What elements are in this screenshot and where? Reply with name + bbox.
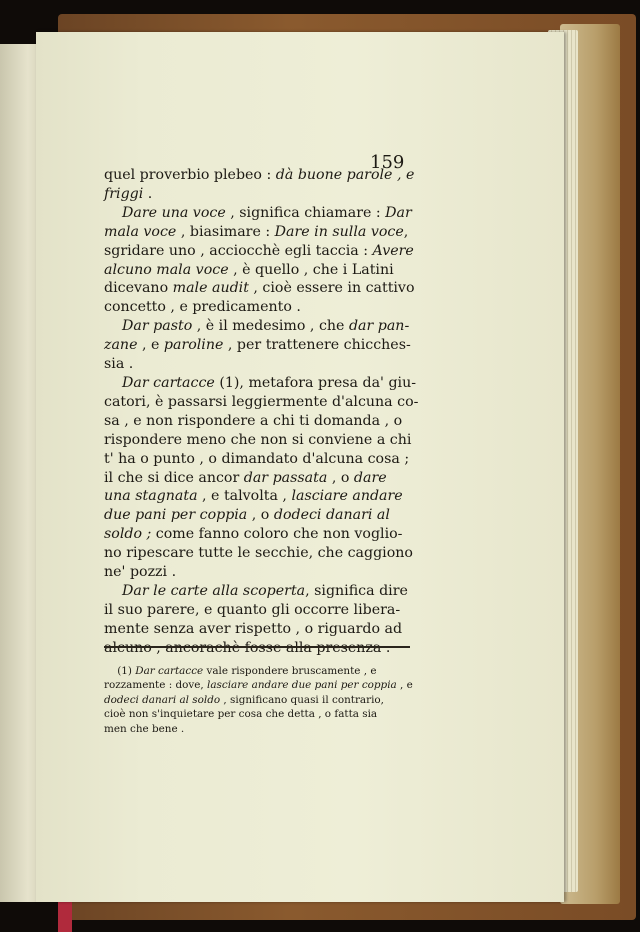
text-run: , o [247, 507, 274, 524]
text-line [104, 279, 416, 298]
text-run: rozzamente : dove, [104, 679, 208, 692]
italic-text: paroline [163, 337, 224, 354]
text-line [104, 525, 416, 544]
text-run: il suo parere, e quanto gli occorre libera- [104, 601, 401, 618]
text-line [104, 185, 416, 204]
text-run [104, 375, 122, 391]
text-run: , significa dire [305, 582, 408, 599]
italic-text: lasciare andare [291, 488, 403, 505]
text-line [104, 242, 416, 261]
text-line [104, 393, 419, 412]
page-number: 159 [370, 152, 405, 173]
text-run: , o [327, 469, 354, 486]
text-run: , e talvolta , [197, 488, 292, 505]
text-line [104, 639, 416, 658]
italic-text: mala voce [104, 223, 177, 240]
italic-text: due pani per coppia [104, 507, 248, 524]
italic-text: soldo ; [104, 526, 152, 543]
italic-text: Avere [372, 242, 414, 259]
text-run: , è il medesimo , che [192, 318, 349, 335]
footnote-line [104, 693, 416, 707]
text-run [104, 205, 122, 221]
italic-text: Dar cartacce [122, 374, 215, 391]
text-line [104, 374, 416, 393]
text-run: t' ha o punto , o dimandato d'alcuna cosa ; [104, 450, 410, 467]
text-run: , e [137, 337, 164, 354]
text-run: , per trattenere chicches- [223, 337, 411, 354]
text-run [104, 318, 122, 334]
italic-text: Dar pasto [122, 318, 193, 335]
footnote-line [104, 722, 416, 736]
italic-text: male audit [172, 280, 249, 297]
text-run: dicevano [104, 280, 173, 297]
italic-text: dare [353, 469, 387, 486]
bookmark-ribbon [58, 898, 72, 932]
text-run: sgridare uno , acciocchè egli taccia : [104, 242, 373, 259]
italic-text: friggi [104, 185, 144, 202]
italic-text: zane [104, 337, 138, 354]
text-run: mente senza aver rispetto , o riguardo ad [104, 620, 403, 637]
text-line [104, 469, 416, 488]
text-line [104, 450, 416, 469]
footnote [104, 664, 416, 736]
text-run: catori, è passarsi leggiermente d'alcuna co- [104, 393, 419, 410]
italic-text: dodeci danari al [273, 507, 390, 524]
text-run: , [403, 223, 409, 240]
text-run: concetto , e predicamento . [104, 299, 301, 316]
text-run: vale rispondere bruscamente , e [203, 665, 377, 677]
text-run: rispondere meno che non si conviene a chi [104, 431, 412, 448]
text-run [104, 583, 122, 599]
text-line [104, 412, 416, 431]
text-run: no ripescare tutte le secchie, che caggiono [104, 545, 413, 562]
text-run: come fanno coloro che non voglio- [151, 526, 403, 543]
italic-text: Dar le carte alla scoperta [122, 582, 306, 599]
text-run: , cioè essere in cattivo [248, 280, 415, 297]
text-run: sia . [104, 356, 134, 373]
italic-text: Dare una voce [122, 204, 226, 221]
text-line [104, 355, 416, 374]
text-line [104, 620, 416, 639]
text-run: , significano quasi il contrario, [220, 693, 384, 706]
text-line [104, 563, 416, 582]
footnote-line [104, 707, 416, 721]
text-run: cioè non s'inquietare per cosa che detta , o fatta sia [104, 708, 378, 721]
italic-text: una stagnata [104, 488, 198, 505]
footnote-line [104, 664, 416, 678]
text-run: , è quello , che i Latini [228, 261, 394, 278]
text-run: il che si dice ancor [104, 469, 244, 486]
text-line [104, 487, 416, 506]
text-line [104, 601, 416, 620]
text-line [104, 166, 416, 185]
text-line [104, 431, 416, 450]
text-run: , significa chiamare : [225, 204, 386, 221]
italic-text: lasciare andare due pani per coppia [207, 679, 397, 692]
text-line [104, 317, 416, 336]
text-run: . [143, 185, 153, 202]
text-run: , biasimare : [176, 223, 275, 240]
italic-text: dar passata [243, 469, 328, 486]
italic-text: Dar cartacce [135, 665, 204, 677]
text-run: (1), metafora presa da' giu- [214, 374, 417, 391]
text-line [104, 204, 416, 223]
body-text [104, 166, 419, 658]
footnote-line [104, 678, 416, 692]
text-line [104, 582, 416, 601]
italic-text: dà buone parole , e [275, 167, 415, 183]
text-run: (1) [104, 665, 136, 677]
text-run: quel proverbio plebeo : [104, 167, 276, 183]
text-line [104, 261, 416, 280]
text-line [104, 223, 416, 242]
text-line [104, 544, 416, 563]
text-line [104, 336, 416, 355]
italic-text: Dar [385, 204, 412, 221]
italic-text: Dare in sulla voce [274, 223, 404, 240]
text-run: sa , e non rispondere a chi ti domanda , o [104, 412, 403, 429]
text-run: , e [396, 679, 413, 692]
footnote-rule [104, 646, 410, 648]
italic-text: dodeci danari al soldo [104, 693, 221, 706]
italic-text: alcuno mala voce [104, 261, 229, 278]
text-run: men che bene . [104, 722, 185, 735]
left-page-edge [0, 44, 41, 902]
text-line [104, 506, 416, 525]
text-run: ne' pozzi . [104, 564, 177, 581]
italic-text: dar pan- [348, 318, 410, 335]
text-line [104, 298, 416, 317]
